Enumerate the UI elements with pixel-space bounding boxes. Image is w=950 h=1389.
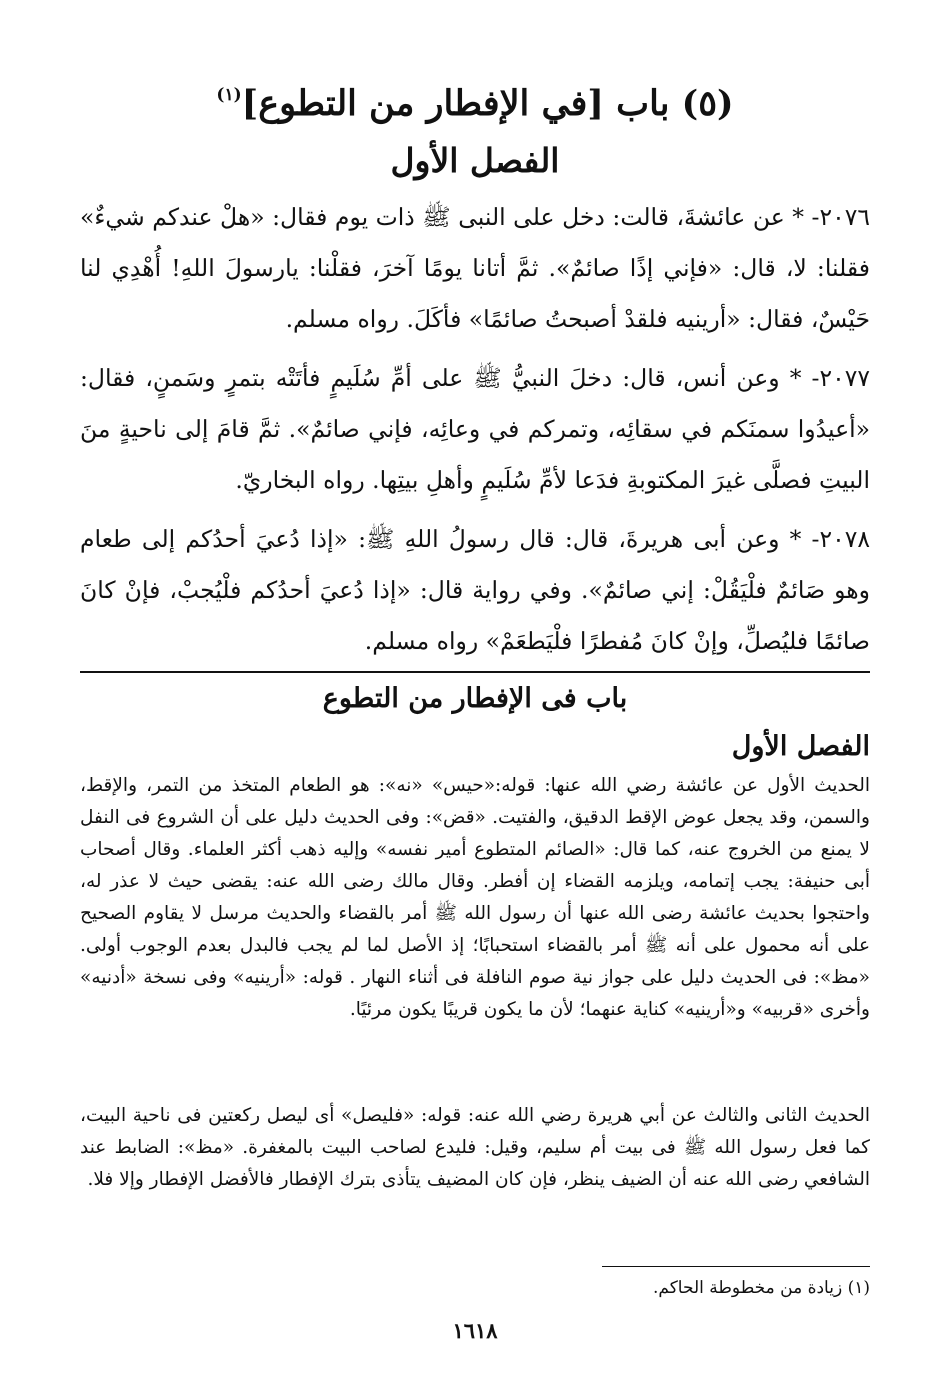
hadith-2076: ٢٠٧٦- * عن عائشةَ، قالت: دخل على النبى ﷺ ذات يوم فقال: «هلْ عندكم شيءٌ» فقلنا: لا، قال: «فإني إذًا صائمٌ». ثمَّ أتانا يومًا آخرَ، فقلْنا: يارسولَ اللهِ! أُهْدِي لنا حَيْسٌ، فقال: «أرينيه فلقدْ أصبحتُ صائمًا» فأكَلَ. رواه مسلم. <box>80 203 870 333</box>
commentary-section-heading: الفصل الأول <box>731 731 870 762</box>
divider-line <box>80 671 870 673</box>
page-number: ١٦١٨ <box>452 1318 498 1343</box>
footnote: (١) زيادة من مخطوطة الحاكم. <box>653 1278 870 1298</box>
footnote-marker: (١) <box>216 85 242 105</box>
commentary-paragraph: الحديث الأول عن عائشة رضي الله عنها: قوله:«حيس» «نه»: هو الطعام المتخذ من التمر، والإقط، والسمن، وقد يجعل عوض الإقط الدقيق، والفتيت. «قض»: وفى الحديث دليل على أن الشروع فى النفل لا يمنع من الخروج عنه، كما قال: «الصائم المتطوع أمير نفسه» وإليه ذهب أكثر العلماء. وقال أصحاب أبى حنيفة: يجب إتمامه، ويلزمه القضاء إن أفطر. وقال مالك رضى الله عنه: يقضى حيث لا عذر له، واحتجوا بحديث عائشة رضى الله عنها أن رسول الله ﷺ أمر بالقضاء والحديث مرسل لا يقاوم الصحيح على أنه محمول على أنه ﷺ أمر بالقضاء استحبابًا؛ إذ الأصل لما لم يجب فالبدل بعدم الوجوب أولى. «مظ»: فى الحديث دليل على جواز نية صوم النافلة فى أثناء النهار . قوله: «أرينيه» وفى نسخة «أدنيه» وأخرى «قربيه» و«أرينيه» كناية عنهما؛ لأن ما يكون قريبًا يكون مرئيًا. <box>80 775 870 1020</box>
chapter-title <box>80 66 870 124</box>
hadith-2078: ٢٠٧٨- * وعن أبى هريرةَ، قال: قال رسولُ اللهِ ﷺ: «إذا دُعيَ أحدُكم إلى طعام وهو صَائمٌ فلْيَقُلْ: إني صائمٌ». وفي رواية قال: «إذا دُعيَ أحدُكم فلْيُجبْ، فإنْ كانَ صائمًا فليُصلِّ، وإنْ كانَ مُفطرًا فلْيَطعَمْ» رواه مسلم. <box>80 525 870 655</box>
section-heading: الفصل الأول <box>390 141 560 180</box>
chapter-title-text: (٥) باب [في الإفطار من التطوع] <box>241 83 734 124</box>
hadith-2077: ٢٠٧٧- * وعن أنس، قال: دخلَ النبيُّ ﷺ على أمِّ سُلَيمٍ فأتَتْه بتمرٍ وسَمنٍ، فقال: «أعيدُوا سمنَكم في سقائِه، وتمركم في وعائِه، فإني صائمٌ». ثمَّ قامَ إلى ناحيةٍ منَ البيتِ فصلَّى غيرَ المكتوبةِ فدَعا لأمِّ سُلَيمٍ وأهلِ بيتِها. رواه البخاريّ. <box>80 364 870 494</box>
footnote-divider <box>602 1266 870 1267</box>
commentary-title: باب فى الإفطار من التطوع <box>322 683 628 714</box>
commentary-paragraph: الحديث الثانى والثالث عن أبي هريرة رضي الله عنه: قوله: «فليصل» أى ليصل ركعتين فى ناحية البيت، كما فعل رسول الله ﷺ فى بيت أم سليم، وقيل: فليدع لصاحب البيت بالمغفرة. «مظ»: الضابط عند الشافعي رضى الله عنه أن الضيف ينظر، فإن كان المضيف يتأذى بترك الإفطار فالأفضل الإفطار وإلا فلا. <box>80 1105 870 1190</box>
